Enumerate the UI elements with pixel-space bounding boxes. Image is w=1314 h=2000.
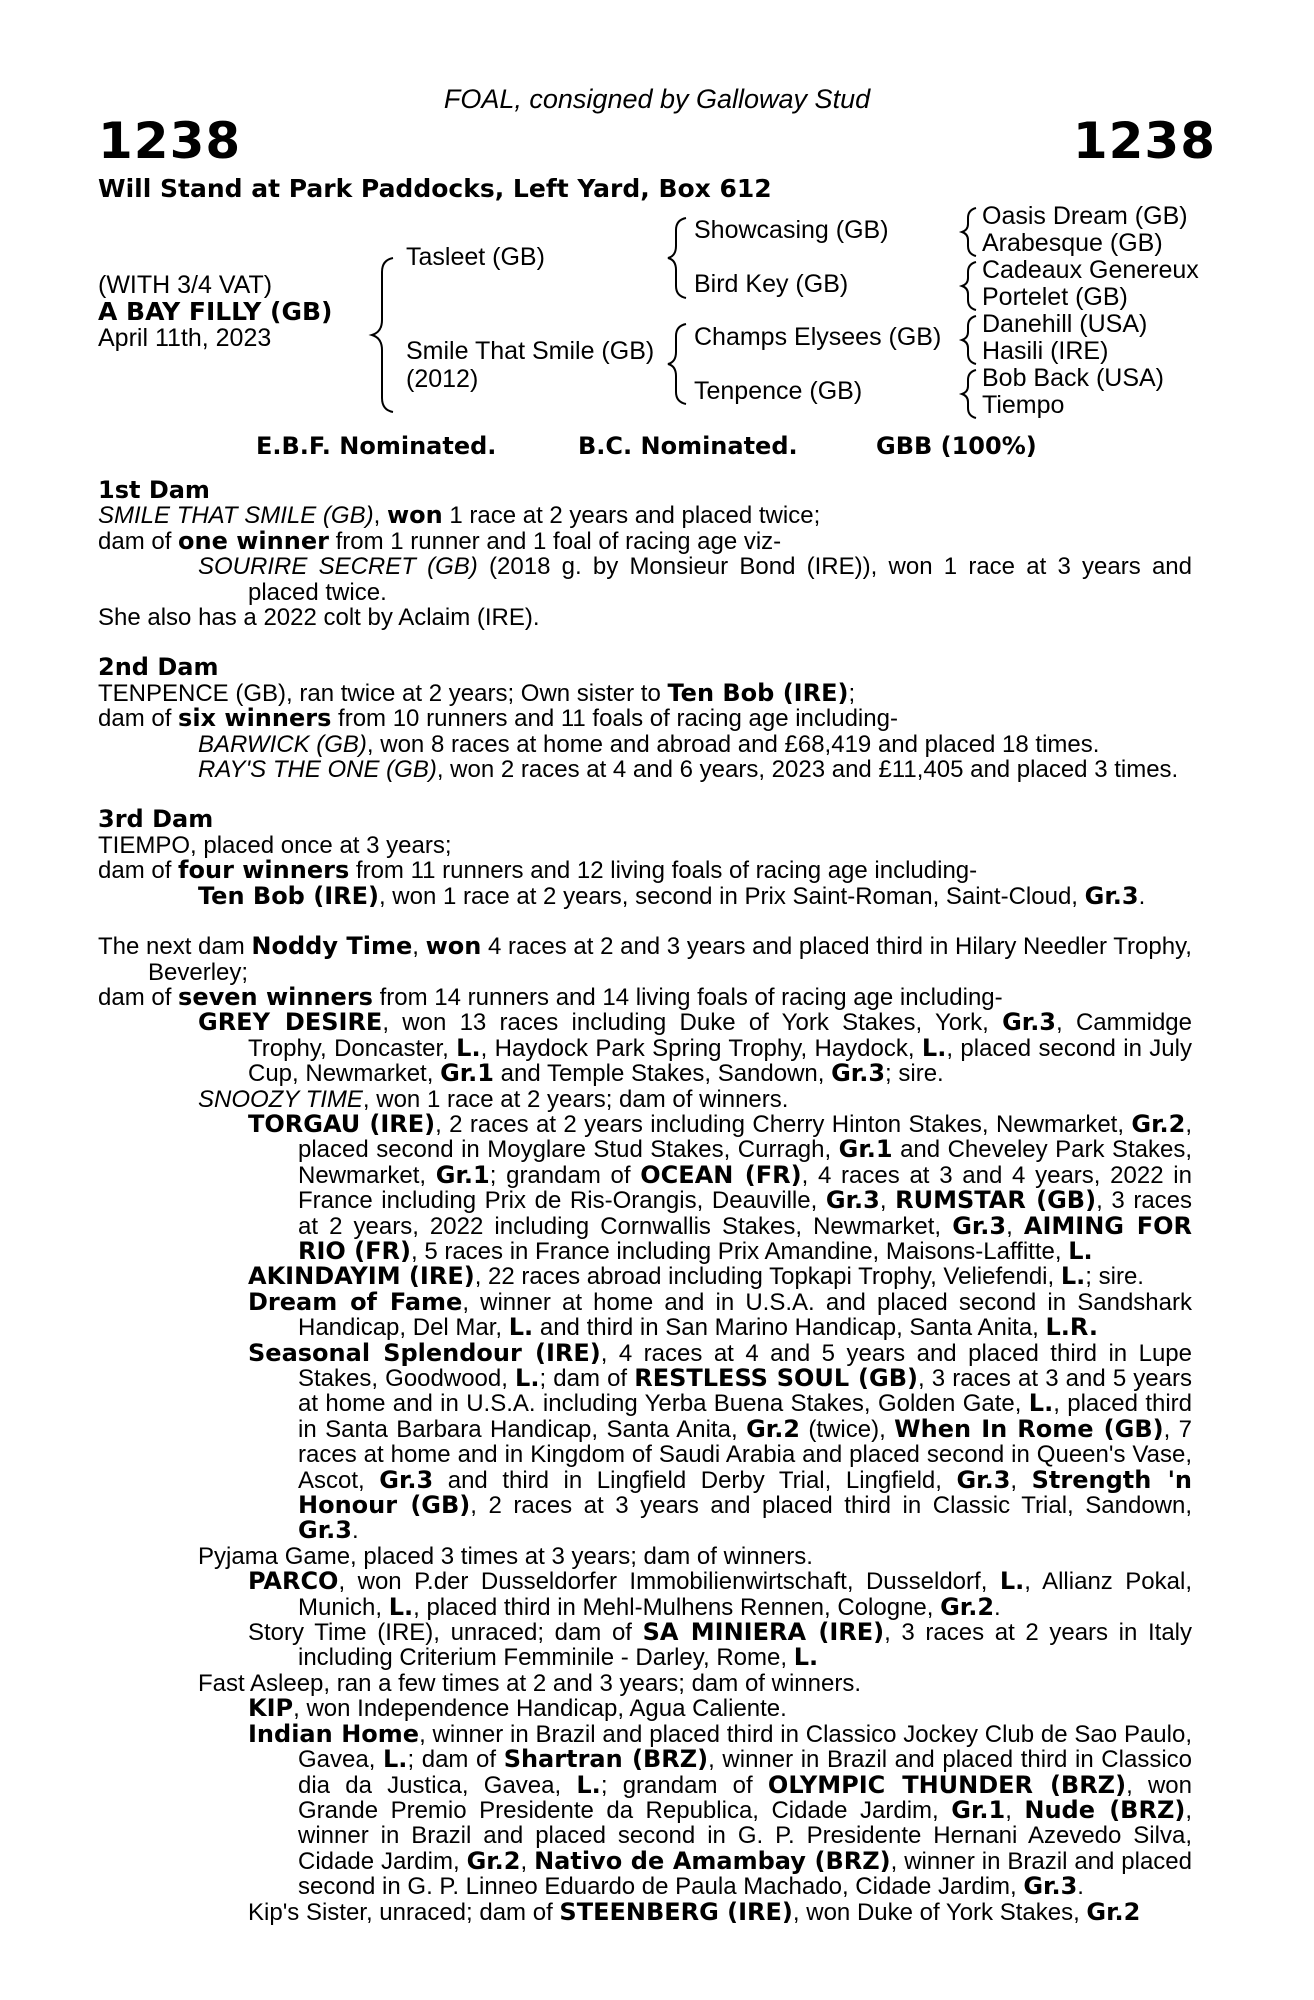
first-dam-progeny-1: SOURIRE SECRET (GB) (2018 g. by Monsieur Bond (IRE)), won 1 race at 3 years and placed twice. xyxy=(198,553,1192,606)
dam-name: Smile That Smile (GB) xyxy=(406,337,655,365)
progeny-snoozy-time: SNOOZY TIME, won 1 race at 2 years; dam of winners. xyxy=(198,1085,789,1113)
sire-name: Tasleet (GB) xyxy=(406,243,545,271)
first-dam-also: She also has a 2022 colt by Aclaim (IRE). xyxy=(98,604,540,632)
first-dam-name: SMILE THAT SMILE (GB) xyxy=(98,502,374,530)
ancestor-4: Portelet (GB) xyxy=(982,283,1128,311)
g-brace-2 xyxy=(962,262,976,310)
sire-brace xyxy=(668,218,686,298)
dam-dam: Tenpence (GB) xyxy=(694,377,863,405)
progeny-torgau: TORGAU (IRE), 2 races at 2 years including Cherry Hinton Stakes, Newmarket, Gr.2, placed second in Moyglare Stud Stakes, Curragh, Gr.1 and Cheveley Park Stakes, Newmarket, Gr.1; grandam of OCEAN (FR), 4 races at 3 and 4 years, 2022 in France including Prix de Ris-Orangis, Deauville, Gr.3, RUMSTAR (GB), 3 races at 2 years, 2022 including Cornwallis Stakes, Newmarket, Gr.3, AIMING FOR RIO (FR), 5 races in France including Prix Amandine, Maisons-Laffitte, L. xyxy=(248,1109,1193,1265)
third-dam-line: TIEMPO, placed once at 3 years; xyxy=(98,831,452,859)
ebf-nomination: E.B.F. Nominated. xyxy=(256,432,497,460)
main-brace xyxy=(372,258,393,412)
first-dam-heading: 1st Dam xyxy=(98,476,210,504)
g-brace-1 xyxy=(962,208,976,256)
progeny-kip: KIP, won Independence Handicap, Agua Caliente. xyxy=(248,1694,787,1723)
lot-number-right: 1238 xyxy=(1072,112,1216,170)
third-dam-produce-summary: dam of four winners from 11 runners and 12 living foals of racing age including- xyxy=(98,856,978,885)
progeny-kips-sister: Kip's Sister, unraced; dam of STEENBERG (IRE), won Duke of York Stakes, Gr.2 xyxy=(248,1897,1141,1926)
bc-nomination: B.C. Nominated. xyxy=(578,432,798,460)
g-brace-4 xyxy=(962,370,976,418)
ancestor-6: Hasili (IRE) xyxy=(982,337,1109,365)
second-dam-progeny-1: BARWICK (GB), won 8 races at home and abroad and £68,419 and placed 18 times. xyxy=(198,730,1100,758)
gbb-status: GBB (100%) xyxy=(876,432,1037,460)
progeny-story-time: Story Time (IRE), unraced; dam of SA MINIERA (IRE), 3 races at 2 years in Italy including Criterium Femminile - Darley, Rome, L. xyxy=(248,1618,1193,1672)
second-dam-progeny-2: RAY'S THE ONE (GB), won 2 races at 4 and 6 years, 2023 and £11,405 and placed 3 times. xyxy=(198,756,1179,784)
progeny-parco: PARCO, won P.der Dusseldorfer Immobilienwirtschaft, Dusseldorf, L., Allianz Pokal, Munich, L., placed third in Mehl-Mulhens Rennen, Cologne, Gr.2. xyxy=(248,1567,1192,1621)
ancestor-8: Tiempo xyxy=(982,391,1065,419)
lot-number-left: 1238 xyxy=(98,112,242,170)
dam-brace xyxy=(668,324,686,404)
progeny-grey-desire: GREY DESIRE, won 13 races including Duke of York Stakes, York, Gr.3, Cammidge Trophy, Doncaster, L., Haydock Park Spring Trophy, Haydock, L., placed second in July Cup, Newmarket, Gr.1 and Temple Stakes, Sandown, Gr.3; sire. xyxy=(198,1008,1192,1088)
progeny-indian-home: Indian Home, winner in Brazil and placed third in Classico Jockey Club de Sao Paulo, Gavea, L.; dam of Shartran (BRZ), winner in Brazil and placed third in Classico dia da Justica, Gavea, L.; grandam of OLYMPIC THUNDER (BRZ), won Grande Premio Presidente da Republica, Cidade Jardim, Gr.1, Nude (BRZ), winner in Brazil and placed second in G. P. Presidente Hernani Azevedo Silva, Cidade Jardim, Gr.2, Nativo de Amambay (BRZ), winner in Brazil and placed second in G. P. Linneo Eduardo de Paula Machado, Cidade Jardim, Gr.3. xyxy=(248,1719,1192,1901)
g-brace-3 xyxy=(962,316,976,364)
progeny-dream-of-fame: Dream of Fame, winner at home and in U.S.A. and placed second in Sandshark Handicap, Del Mar, L. and third in San Marino Handicap, Santa Anita, L.R. xyxy=(248,1287,1192,1342)
ancestor-1: Oasis Dream (GB) xyxy=(982,202,1188,230)
next-dam-produce-summary: dam of seven winners from 14 runners and 14 living foals of racing age including- xyxy=(98,982,1003,1011)
progeny-fast-asleep: Fast Asleep, ran a few times at 2 and 3 years; dam of winners. xyxy=(198,1669,861,1697)
second-dam-produce-summary: dam of six winners from 10 runners and 11 foals of racing age including- xyxy=(98,704,898,733)
dam-year: (2012) xyxy=(406,365,479,393)
third-dam-progeny-1: Ten Bob (IRE), won 1 race at 2 years, second in Prix Saint-Roman, Saint-Cloud, Gr.3. xyxy=(198,881,1146,910)
sire-sire: Showcasing (GB) xyxy=(694,216,889,244)
first-dam-produce-summary: dam of one winner from 1 runner and 1 foal of racing age viz- xyxy=(98,526,782,555)
progeny-pyjama-game: Pyjama Game, placed 3 times at 3 years; dam of winners. xyxy=(198,1542,813,1570)
ancestor-3: Cadeaux Genereux xyxy=(982,256,1199,284)
stand-location: Will Stand at Park Paddocks, Left Yard, Box 612 xyxy=(98,174,772,203)
foaling-date: April 11th, 2023 xyxy=(98,324,272,352)
horse-name: A BAY FILLY (GB) xyxy=(98,297,333,326)
ancestor-2: Arabesque (GB) xyxy=(982,229,1163,257)
ancestor-5: Danehill (USA) xyxy=(982,310,1148,338)
vat-note: (WITH 3/4 VAT) xyxy=(98,271,273,299)
second-dam-line: TENPENCE (GB), ran twice at 2 years; Own sister to Ten Bob (IRE); xyxy=(98,678,856,707)
dam-record xyxy=(98,478,1192,1925)
second-dam-heading: 2nd Dam xyxy=(98,653,219,682)
consignor-line: FOAL, consigned by Galloway Stud xyxy=(443,84,871,114)
sire-dam: Bird Key (GB) xyxy=(694,270,849,298)
third-dam-heading: 3rd Dam xyxy=(98,805,214,834)
progeny-seasonal-splendour: Seasonal Splendour (IRE), 4 races at 4 and 5 years and placed third in Lupe Stakes, Goodwood, L.; dam of RESTLESS SOUL (GB), 3 races at 3 and 5 years at home and in U.S.A. including Yerba Buena Stakes, Golden Gate, L., placed third in Santa Barbara Handicap, Santa Anita, Gr.2 (twice), When In Rome (GB), 7 races at home and in Kingdom of Saudi Arabia and placed second in Queen's Vase, Ascot, Gr.3 and third in Lingfield Derby Trial, Lingfield, Gr.3, Strength 'n Honour (GB), 2 races at 3 years and placed third in Classic Trial, Sandown, Gr.3. xyxy=(248,1338,1193,1545)
progeny-akindayim: AKINDAYIM (IRE), 22 races abroad including Topkapi Trophy, Veliefendi, L.; sire. xyxy=(248,1262,1144,1291)
first-dam-line: SMILE THAT SMILE (GB), won 1 race at 2 years and placed twice; xyxy=(98,501,821,530)
ancestor-7: Bob Back (USA) xyxy=(982,364,1165,392)
next-dam-line: The next dam Noddy Time, won 4 races at 2 and 3 years and placed third in Hilary Needler Trophy, Beverley; xyxy=(98,932,1192,986)
dam-sire: Champs Elysees (GB) xyxy=(694,323,942,351)
